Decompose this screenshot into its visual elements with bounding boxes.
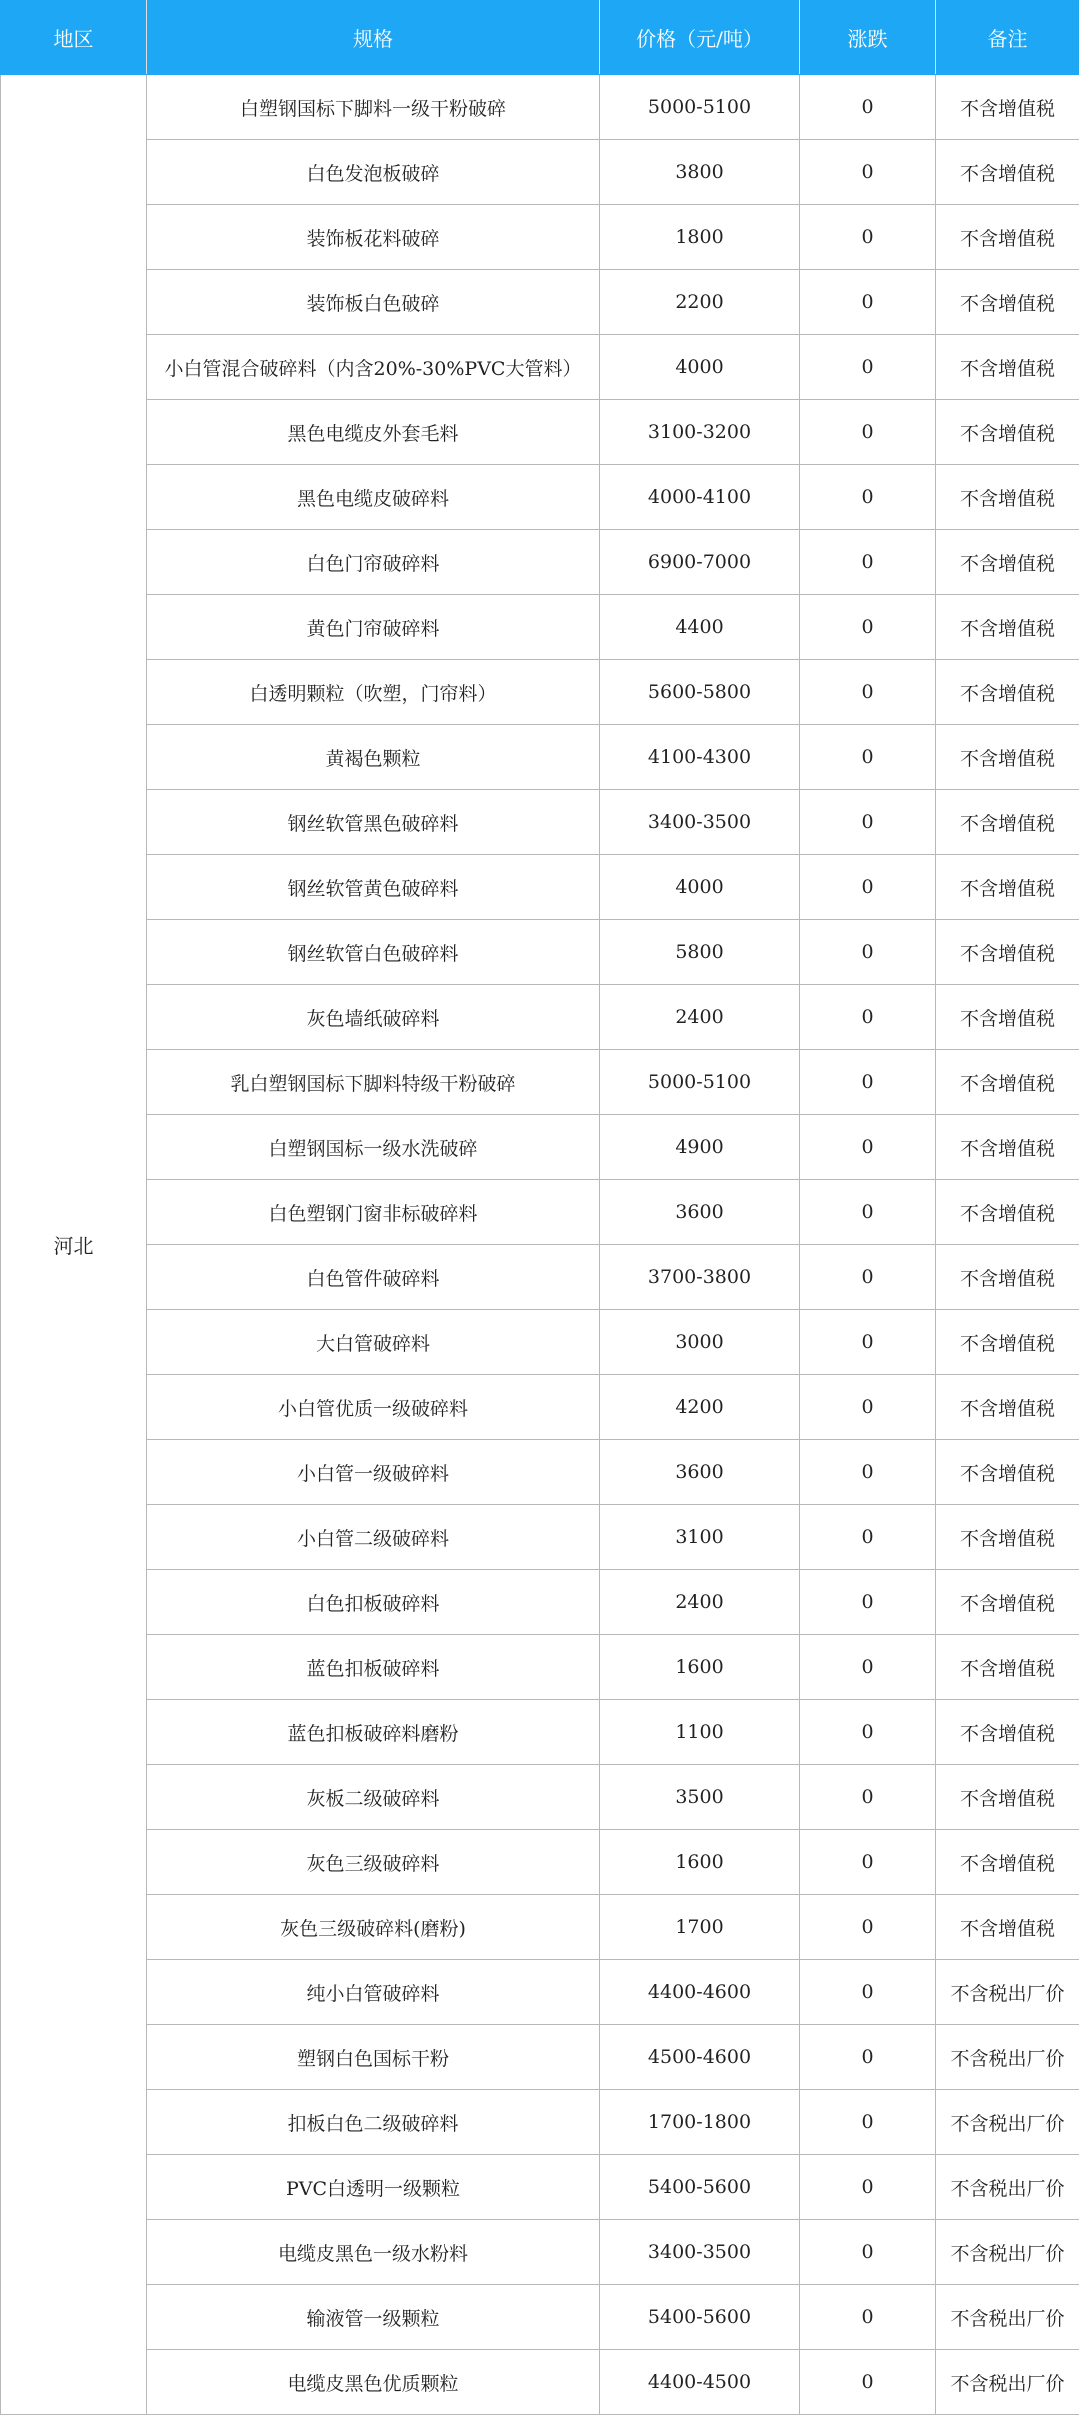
header-region: 地区 bbox=[1, 1, 147, 75]
spec-cell: 灰色三级破碎料(磨粉) bbox=[147, 1895, 600, 1960]
price-cell: 1100 bbox=[600, 1700, 800, 1765]
note-cell: 不含增值税 bbox=[936, 985, 1079, 1050]
price-cell: 1700-1800 bbox=[600, 2090, 800, 2155]
change-cell: 0 bbox=[800, 2285, 936, 2350]
spec-cell: 大白管破碎料 bbox=[147, 1310, 600, 1375]
spec-cell: 塑钢白色国标干粉 bbox=[147, 2025, 600, 2090]
note-cell: 不含增值税 bbox=[936, 530, 1079, 595]
price-cell: 5600-5800 bbox=[600, 660, 800, 725]
price-cell: 1700 bbox=[600, 1895, 800, 1960]
note-cell: 不含增值税 bbox=[936, 790, 1079, 855]
price-cell: 1600 bbox=[600, 1635, 800, 1700]
spec-cell: 白透明颗粒（吹塑，门帘料） bbox=[147, 660, 600, 725]
table-row bbox=[1, 400, 1079, 465]
change-cell: 0 bbox=[800, 335, 936, 400]
table-row bbox=[1, 1635, 1079, 1700]
table-body bbox=[1, 75, 1079, 2415]
spec-cell: 黄色门帘破碎料 bbox=[147, 595, 600, 660]
note-cell: 不含增值税 bbox=[936, 1440, 1079, 1505]
table-row bbox=[1, 140, 1079, 205]
price-cell: 5800 bbox=[600, 920, 800, 985]
change-cell: 0 bbox=[800, 1115, 936, 1180]
spec-cell: 蓝色扣板破碎料磨粉 bbox=[147, 1700, 600, 1765]
price-cell: 1600 bbox=[600, 1830, 800, 1895]
price-cell: 2200 bbox=[600, 270, 800, 335]
region-cell: 河北 bbox=[1, 75, 147, 2415]
spec-cell: 装饰板白色破碎 bbox=[147, 270, 600, 335]
price-cell: 3400-3500 bbox=[600, 790, 800, 855]
note-cell: 不含增值税 bbox=[936, 855, 1079, 920]
spec-cell: 输液管一级颗粒 bbox=[147, 2285, 600, 2350]
spec-cell: 黑色电缆皮破碎料 bbox=[147, 465, 600, 530]
change-cell: 0 bbox=[800, 1700, 936, 1765]
note-cell: 不含增值税 bbox=[936, 1570, 1079, 1635]
table-row bbox=[1, 985, 1079, 1050]
spec-cell: 小白管一级破碎料 bbox=[147, 1440, 600, 1505]
note-cell: 不含增值税 bbox=[936, 595, 1079, 660]
change-cell: 0 bbox=[800, 1440, 936, 1505]
note-cell: 不含税出厂价 bbox=[936, 2025, 1079, 2090]
price-cell: 6900-7000 bbox=[600, 530, 800, 595]
price-cell: 3500 bbox=[600, 1765, 800, 1830]
change-cell: 0 bbox=[800, 140, 936, 205]
table-row bbox=[1, 2155, 1079, 2220]
table-row bbox=[1, 1830, 1079, 1895]
note-cell: 不含增值税 bbox=[936, 1505, 1079, 1570]
change-cell: 0 bbox=[800, 1635, 936, 1700]
change-cell: 0 bbox=[800, 920, 936, 985]
table-row bbox=[1, 1440, 1079, 1505]
table-row bbox=[1, 1180, 1079, 1245]
spec-cell: 黑色电缆皮外套毛料 bbox=[147, 400, 600, 465]
change-cell: 0 bbox=[800, 530, 936, 595]
change-cell: 0 bbox=[800, 985, 936, 1050]
note-cell: 不含增值税 bbox=[936, 1050, 1079, 1115]
table-row bbox=[1, 1895, 1079, 1960]
price-cell: 3000 bbox=[600, 1310, 800, 1375]
spec-cell: 白塑钢国标一级水洗破碎 bbox=[147, 1115, 600, 1180]
price-cell: 3600 bbox=[600, 1180, 800, 1245]
price-cell: 4400-4500 bbox=[600, 2350, 800, 2415]
change-cell: 0 bbox=[800, 1960, 936, 2025]
change-cell: 0 bbox=[800, 595, 936, 660]
note-cell: 不含增值税 bbox=[936, 1765, 1079, 1830]
note-cell: 不含增值税 bbox=[936, 1245, 1079, 1310]
spec-cell: 扣板白色二级破碎料 bbox=[147, 2090, 600, 2155]
table-row bbox=[1, 530, 1079, 595]
change-cell: 0 bbox=[800, 1245, 936, 1310]
spec-cell: 白塑钢国标下脚料一级干粉破碎 bbox=[147, 75, 600, 140]
price-cell: 3100-3200 bbox=[600, 400, 800, 465]
note-cell: 不含税出厂价 bbox=[936, 2220, 1079, 2285]
note-cell: 不含税出厂价 bbox=[936, 2285, 1079, 2350]
price-cell: 5400-5600 bbox=[600, 2155, 800, 2220]
table-row bbox=[1, 1505, 1079, 1570]
spec-cell: 白色管件破碎料 bbox=[147, 1245, 600, 1310]
note-cell: 不含增值税 bbox=[936, 725, 1079, 790]
table-row bbox=[1, 1700, 1079, 1765]
change-cell: 0 bbox=[800, 1895, 936, 1960]
note-cell: 不含增值税 bbox=[936, 660, 1079, 725]
note-cell: 不含增值税 bbox=[936, 1115, 1079, 1180]
change-cell: 0 bbox=[800, 400, 936, 465]
note-cell: 不含增值税 bbox=[936, 400, 1079, 465]
table-row bbox=[1, 75, 1079, 140]
change-cell: 0 bbox=[800, 1570, 936, 1635]
table-row bbox=[1, 2350, 1079, 2415]
note-cell: 不含增值税 bbox=[936, 920, 1079, 985]
spec-cell: 白色门帘破碎料 bbox=[147, 530, 600, 595]
note-cell: 不含税出厂价 bbox=[936, 2090, 1079, 2155]
price-cell: 4900 bbox=[600, 1115, 800, 1180]
spec-cell: 蓝色扣板破碎料 bbox=[147, 1635, 600, 1700]
price-cell: 4400 bbox=[600, 595, 800, 660]
change-cell: 0 bbox=[800, 725, 936, 790]
price-cell: 3600 bbox=[600, 1440, 800, 1505]
table-row bbox=[1, 2025, 1079, 2090]
table-row bbox=[1, 1245, 1079, 1310]
price-cell: 4100-4300 bbox=[600, 725, 800, 790]
table-row bbox=[1, 855, 1079, 920]
price-cell: 1800 bbox=[600, 205, 800, 270]
table-row bbox=[1, 270, 1079, 335]
change-cell: 0 bbox=[800, 1830, 936, 1895]
spec-cell: 小白管二级破碎料 bbox=[147, 1505, 600, 1570]
spec-cell: 小白管混合破碎料（内含20%-30%PVC大管料） bbox=[147, 335, 600, 400]
spec-cell: 钢丝软管黄色破碎料 bbox=[147, 855, 600, 920]
change-cell: 0 bbox=[800, 75, 936, 140]
note-cell: 不含税出厂价 bbox=[936, 1960, 1079, 2025]
change-cell: 0 bbox=[800, 2090, 936, 2155]
price-cell: 3800 bbox=[600, 140, 800, 205]
header-price: 价格（元/吨） bbox=[600, 1, 800, 75]
table-row bbox=[1, 920, 1079, 985]
note-cell: 不含增值税 bbox=[936, 335, 1079, 400]
table-row bbox=[1, 1050, 1079, 1115]
note-cell: 不含增值税 bbox=[936, 1375, 1079, 1440]
table-row bbox=[1, 335, 1079, 400]
price-cell: 4000-4100 bbox=[600, 465, 800, 530]
change-cell: 0 bbox=[800, 1765, 936, 1830]
note-cell: 不含增值税 bbox=[936, 1700, 1079, 1765]
table-row bbox=[1, 660, 1079, 725]
change-cell: 0 bbox=[800, 465, 936, 530]
change-cell: 0 bbox=[800, 1505, 936, 1570]
spec-cell: PVC白透明一级颗粒 bbox=[147, 2155, 600, 2220]
header-note: 备注 bbox=[936, 1, 1079, 75]
table-row bbox=[1, 205, 1079, 270]
change-cell: 0 bbox=[800, 2025, 936, 2090]
price-cell: 4400-4600 bbox=[600, 1960, 800, 2025]
price-cell: 4000 bbox=[600, 335, 800, 400]
header-change: 涨跌 bbox=[800, 1, 936, 75]
spec-cell: 电缆皮黑色优质颗粒 bbox=[147, 2350, 600, 2415]
table-row bbox=[1, 1375, 1079, 1440]
change-cell: 0 bbox=[800, 2155, 936, 2220]
note-cell: 不含增值税 bbox=[936, 1635, 1079, 1700]
spec-cell: 白色塑钢门窗非标破碎料 bbox=[147, 1180, 600, 1245]
note-cell: 不含增值税 bbox=[936, 1830, 1079, 1895]
note-cell: 不含税出厂价 bbox=[936, 2350, 1079, 2415]
spec-cell: 白色发泡板破碎 bbox=[147, 140, 600, 205]
note-cell: 不含增值税 bbox=[936, 465, 1079, 530]
change-cell: 0 bbox=[800, 1310, 936, 1375]
price-cell: 3100 bbox=[600, 1505, 800, 1570]
table-row bbox=[1, 1765, 1079, 1830]
spec-cell: 纯小白管破碎料 bbox=[147, 1960, 600, 2025]
note-cell: 不含税出厂价 bbox=[936, 2155, 1079, 2220]
spec-cell: 灰色三级破碎料 bbox=[147, 1830, 600, 1895]
note-cell: 不含增值税 bbox=[936, 1895, 1079, 1960]
table-row bbox=[1, 725, 1079, 790]
price-cell: 4000 bbox=[600, 855, 800, 920]
header-spec: 规格 bbox=[147, 1, 600, 75]
spec-cell: 电缆皮黑色一级水粉料 bbox=[147, 2220, 600, 2285]
table-row bbox=[1, 2090, 1079, 2155]
table-row bbox=[1, 2285, 1079, 2350]
table-row bbox=[1, 1310, 1079, 1375]
note-cell: 不含增值税 bbox=[936, 140, 1079, 205]
change-cell: 0 bbox=[800, 855, 936, 920]
change-cell: 0 bbox=[800, 2220, 936, 2285]
spec-cell: 黄褐色颗粒 bbox=[147, 725, 600, 790]
table-row bbox=[1, 2220, 1079, 2285]
table-row bbox=[1, 1960, 1079, 2025]
table-row bbox=[1, 465, 1079, 530]
change-cell: 0 bbox=[800, 1180, 936, 1245]
change-cell: 0 bbox=[800, 205, 936, 270]
price-cell: 2400 bbox=[600, 1570, 800, 1635]
spec-cell: 灰色墙纸破碎料 bbox=[147, 985, 600, 1050]
spec-cell: 灰板二级破碎料 bbox=[147, 1765, 600, 1830]
table-row bbox=[1, 1115, 1079, 1180]
price-cell: 4500-4600 bbox=[600, 2025, 800, 2090]
price-cell: 4200 bbox=[600, 1375, 800, 1440]
price-cell: 3400-3500 bbox=[600, 2220, 800, 2285]
note-cell: 不含增值税 bbox=[936, 1180, 1079, 1245]
spec-cell: 装饰板花料破碎 bbox=[147, 205, 600, 270]
price-cell: 5400-5600 bbox=[600, 2285, 800, 2350]
note-cell: 不含增值税 bbox=[936, 205, 1079, 270]
price-cell: 5000-5100 bbox=[600, 1050, 800, 1115]
note-cell: 不含增值税 bbox=[936, 75, 1079, 140]
price-cell: 5000-5100 bbox=[600, 75, 800, 140]
price-cell: 2400 bbox=[600, 985, 800, 1050]
change-cell: 0 bbox=[800, 270, 936, 335]
note-cell: 不含增值税 bbox=[936, 270, 1079, 335]
spec-cell: 乳白塑钢国标下脚料特级干粉破碎 bbox=[147, 1050, 600, 1115]
change-cell: 0 bbox=[800, 2350, 936, 2415]
note-cell: 不含增值税 bbox=[936, 1310, 1079, 1375]
table-row bbox=[1, 790, 1079, 855]
change-cell: 0 bbox=[800, 1375, 936, 1440]
change-cell: 0 bbox=[800, 790, 936, 855]
spec-cell: 白色扣板破碎料 bbox=[147, 1570, 600, 1635]
change-cell: 0 bbox=[800, 1050, 936, 1115]
table-row bbox=[1, 1570, 1079, 1635]
spec-cell: 钢丝软管白色破碎料 bbox=[147, 920, 600, 985]
table-header-row bbox=[1, 1, 1079, 75]
spec-cell: 小白管优质一级破碎料 bbox=[147, 1375, 600, 1440]
spec-cell: 钢丝软管黑色破碎料 bbox=[147, 790, 600, 855]
change-cell: 0 bbox=[800, 660, 936, 725]
price-cell: 3700-3800 bbox=[600, 1245, 800, 1310]
table-row bbox=[1, 595, 1079, 660]
